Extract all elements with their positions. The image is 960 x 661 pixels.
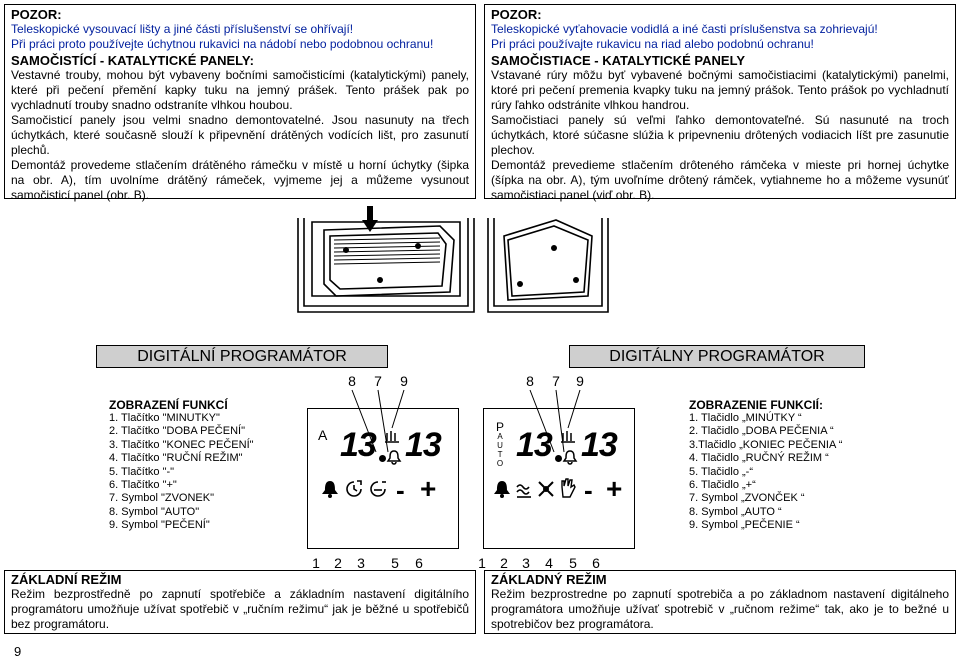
cz-pozor-title: POZOR: [11,7,62,22]
sk-pozor-line-1: Teleskopické vyťahovacie vodidlá a iné časti príslušenstva sa zohrievajú! [491,22,878,36]
sk-callout-5: 5 [569,555,577,571]
cz-legend-item: 5. Tlačítko "-" [109,465,175,478]
sk-legend-item: 4. Tlačidlo „RUČNÝ REŽIM “ [689,452,829,465]
sk-legend-item: 7. Symbol „ZVONČEK “ [689,492,805,505]
page-number: 9 [14,644,22,659]
sk-minus-button[interactable]: - [584,475,593,505]
sk-basic-mode-text: Režim bezprostredne po zapnutí spotrebiča a po základnom nastavení digitálneho programátora umožňuje užívať spotrebič v „ručnom režime“ tak, ako je to bežné u spotrebičov bez programátora. [491,587,949,631]
cz-panels-paragraph-1: Vestavné trouby, mohou být vybaveny bočními samočisticími (katalytickými) panely, které při pečení přemění kapky tuku na jemný prášek. Tento prášek pak po vychladnutí trouby snadno odstraníte vlhkou houbou. [11,68,469,112]
cz-legend-item: 3. Tlačítko "KONEC PEČENÍ" [109,438,254,451]
cz-display-right-digits: 13 [405,426,441,464]
cz-plus-button[interactable]: + [420,473,437,504]
cz-panels-paragraph-2: Samočisticí panely jsou velmi snadno demontovatelné. Jsou nasunuty na třech úchytkách, které současně slouží k připevnění drátěných vodících lišt, pro zasunutí plechů. [11,113,469,157]
sk-panels-paragraph-1: Vstavané rúry môžu byť vybavené bočnými samočistiacimi (katalytickými) panelmi, ktoré pri pečení premenia kvapky tuku na jemný prášok. Tento prášok po vychladnutí rúry ľahko odstránite vlhkou handrou. [491,68,949,112]
sk-panels-heading: SAMOČISTIACE - KATALYTICKÉ PANELY [491,53,746,68]
cz-legend-item: 2. Tlačítko "DOBA PEČENÍ" [109,425,245,438]
sk-legend-item: 2. Tlačidlo „DOBA PEČENIA “ [689,425,834,438]
sk-pozor-title: POZOR: [491,7,542,22]
sk-legend-item: 9. Symbol „PEČENIE “ [689,519,800,532]
cz-panels-heading: SAMOČISTÍCÍ - KATALYTICKÉ PANELY: [11,53,254,68]
sk-panels-paragraph-2: Samočistiaci panely sú veľmi ľahko demontovateľné. Sú nasunuté na troch úchytkách, ktoré súčasne slúžia k pripevneniu drôtených vodiacich líšt pre zasunutie plechov. [491,113,949,157]
cz-display-mode: A [318,427,328,443]
sk-plus-button[interactable]: + [606,473,623,504]
cz-panels-paragraph-3: Demontáž provedeme stlačením drátěného rámečku v místě u horní úchytky (šipka na obr. A), tím uvolníme drátěný rámeček, vyjmeme jej a můžeme vysunout samočisticí panel (obr. B). [11,158,469,202]
cz-callout-6: 6 [415,555,423,571]
sk-basic-mode-heading: ZÁKLADNÝ REŽIM [491,572,607,587]
sk-legend-item: 3.Tlačidlo „KONIEC PEČENIA “ [689,438,843,451]
cz-legend-item: 7. Symbol "ZVONEK" [109,492,215,505]
cz-legend-item: 4. Tlačítko "RUČNÍ REŽIM" [109,452,243,465]
sk-pozor-line-2: Pri práci používajte rukavicu na riad alebo podobnú ochranu! [491,37,814,51]
cz-callout-9: 9 [400,373,408,389]
sk-callout-6: 6 [592,555,600,571]
cz-legend-item: 1. Tlačítko "MINUTKY" [109,412,220,424]
cz-callout-7: 7 [374,373,382,389]
cz-callout-2: 2 [334,555,342,571]
sk-callout-7: 7 [552,373,560,389]
sk-legend-item: 5. Tlačidlo „-“ [689,465,753,478]
cz-callout-8: 8 [348,373,356,389]
cz-pozor-line-2: Při práci proto používejte úchytnou rukavici na nádobí nebo podobnou ochranu! [11,37,434,51]
cz-display-left-digits: 13 [340,426,376,464]
cz-legend-title: ZOBRAZENÍ FUNKCÍ [109,398,228,412]
cz-basic-mode-text: Režim bezprostředně po zapnutí spotřebiče a základním nastavení digitálního programátoru umožňuje užívat spotřebič v „ručním režimu“ jak je běžné u spotřebičů bez programátoru. [11,587,469,631]
sk-legend-item: 6. Tlačidlo „+“ [689,479,756,492]
sk-legend-title: ZOBRAZENIE FUNKCIÍ: [689,398,823,412]
sk-panels-paragraph-3: Demontáž prevedieme stlačením drôteného rámčeka v mieste pri hornej úchytke (šípka na obr. A), tým uvoľníme drôtený rámček, vytiahneme ho a môžeme vysunúť samočistiaci panel (viď obr. B). [491,158,949,202]
cz-callout-1: 1 [312,555,320,571]
cz-minus-button[interactable]: - [396,475,405,505]
sk-display-mode: P A U T O [496,420,505,468]
sk-callout-4: 4 [545,555,553,571]
sk-display-right-digits: 13 [581,426,617,464]
cz-callout-5: 5 [391,555,399,571]
sk-callout-9: 9 [576,373,584,389]
cz-pozor-line-1: Teleskopické vysouvací lišty a jiné části příslušenství se ohřívají! [11,22,354,36]
sk-legend-item: 1. Tlačidlo „MINÚTKY “ [689,412,802,424]
cz-callout-3: 3 [357,555,365,571]
cz-basic-mode-box [4,570,476,634]
sk-callout-1: 1 [478,555,486,571]
cz-legend-item: 9. Symbol "PEČENÍ" [109,519,210,532]
cz-basic-mode-heading: ZÁKLADNÍ REŽIM [11,572,122,587]
sk-programmer-title: DIGITÁLNY PROGRAMÁTOR [609,348,825,365]
cz-legend-item: 6. Tlačítko "+" [109,479,177,492]
sk-callout-2: 2 [500,555,508,571]
sk-display-left-digits: 13 [516,426,552,464]
cz-legend-item: 8. Symbol "AUTO" [109,505,200,518]
sk-basic-mode-box [484,570,956,634]
sk-callout-3: 3 [522,555,530,571]
cz-programmer-title: DIGITÁLNÍ PROGRAMÁTOR [137,348,347,365]
sk-callout-8: 8 [526,373,534,389]
sk-legend-item: 8. Symbol „AUTO “ [689,505,782,518]
